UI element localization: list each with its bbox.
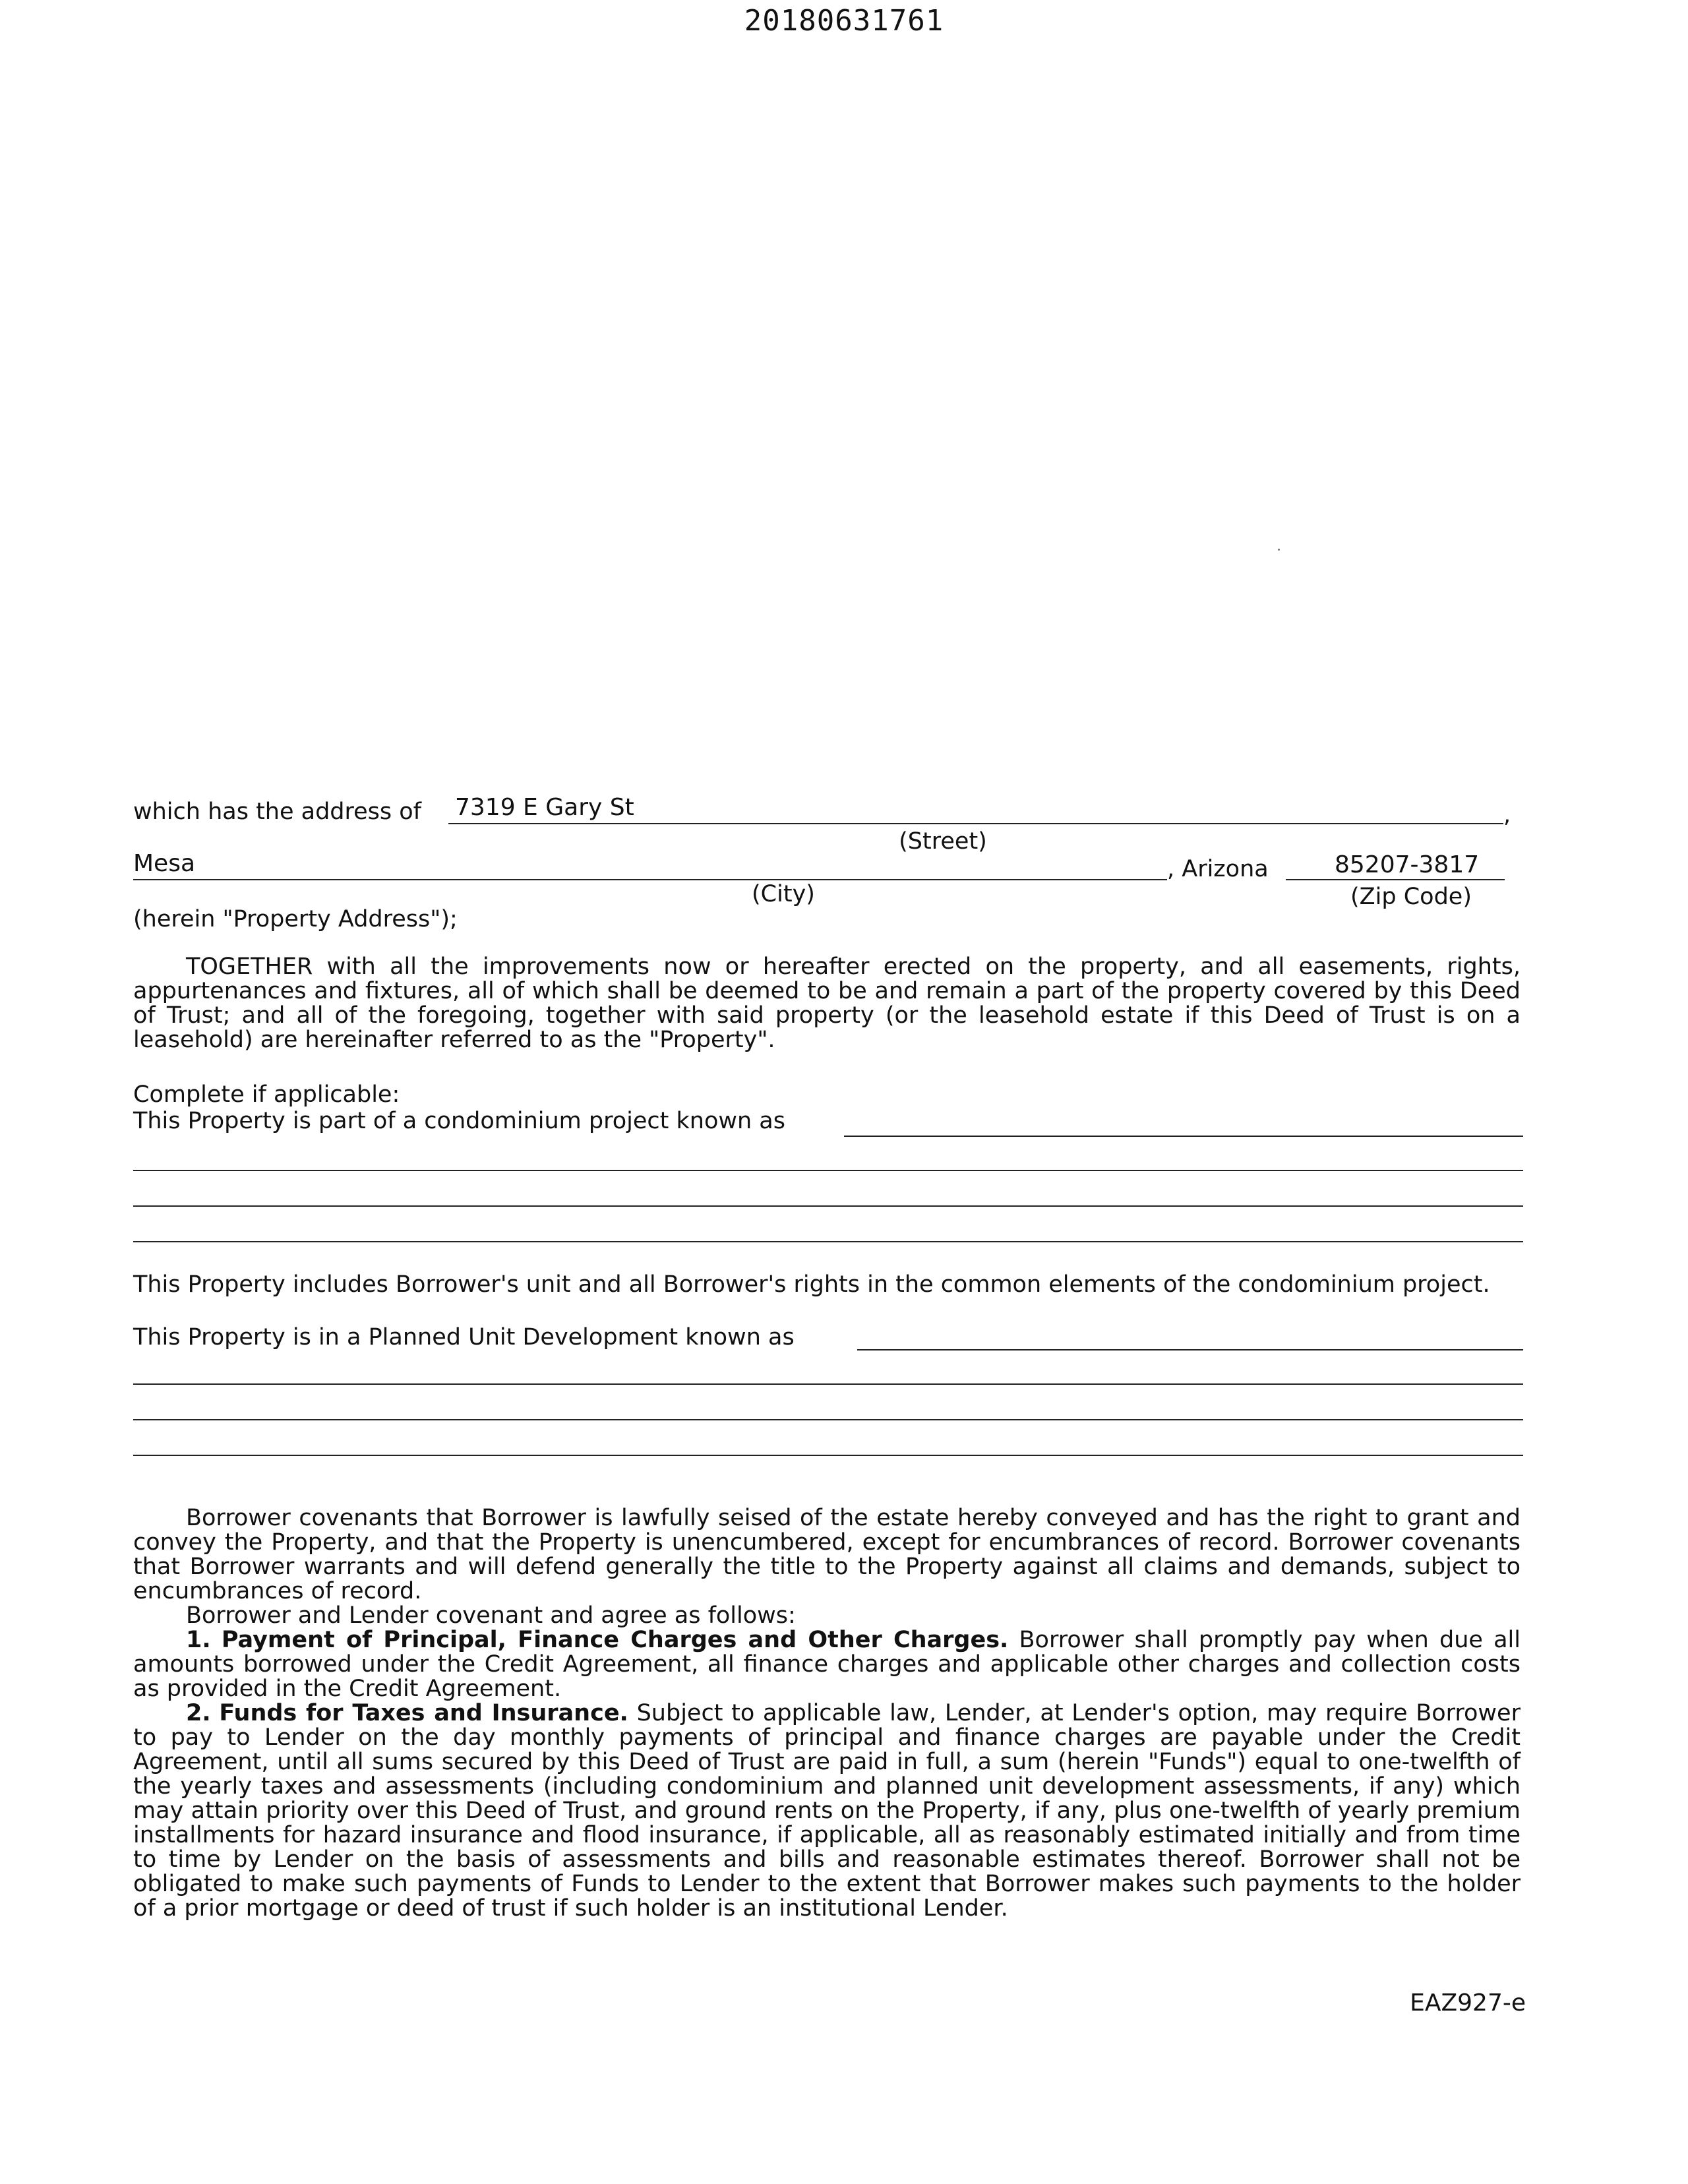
street-caption: (Street)	[899, 828, 987, 855]
pud-name-line-1	[857, 1349, 1523, 1350]
covenant-item-2	[133, 1701, 1521, 1921]
zip-value: 85207-3817	[1335, 851, 1480, 878]
state-text: , Arizona	[1167, 856, 1269, 882]
pud-name-line-4	[133, 1455, 1523, 1456]
condominium-name-line-1	[844, 1136, 1523, 1137]
scan-speck	[1278, 549, 1280, 551]
item2-heading: Funds for Taxes and Insurance.	[219, 1700, 628, 1726]
item1-heading: Payment of Principal, Finance Charges and Other Charges.	[221, 1627, 1009, 1653]
pud-name-line-2	[133, 1383, 1523, 1385]
condominium-project-label: This Property is part of a condominium project known as	[133, 1108, 785, 1134]
complete-if-applicable-label: Complete if applicable:	[133, 1081, 400, 1108]
city-value: Mesa	[133, 850, 196, 877]
herein-property-address: (herein "Property Address");	[133, 906, 458, 932]
item2-text: Subject to applicable law, Lender, at Lender's option, may require Borrower to pay to Lender on the day monthly payments of principal and finance charges are payable under the Credit Agreement, until all sums secured by this Deed of Trust are paid in full, a sum (herein "Funds") equal to one-twelfth of the yearly taxes and assessments (including condominium and planned unit development assessments, if any) which may attain priority over this Deed of Trust, and ground rents on the Property, if any, plus one-twelfth of yearly premium installments for hazard insurance and flood insurance, if applicable, all as reasonably estimated initially and from time to time by Lender on the basis of assessments and bills and reasonable estimates thereof. Borrower shall not be obligated to make such payments of Funds to Lender to the extent that Borrower makes such payments to the holder of a prior mortgage or deed of trust if such holder is an institutional Lender.	[133, 1700, 1521, 1922]
together-paragraph: TOGETHER with all the improvements now or hereafter erected on the property, and all easements, rights, appurtenances and fixtures, all of which shall be deemed to be and remain a part of the property covered by this Deed of Trust; and all of the foregoing, together with said property (or the leasehold estate if this Deed of Trust is on a leasehold) are hereinafter referred to as the "Property".	[133, 954, 1521, 1053]
condominium-name-line-3	[133, 1205, 1523, 1207]
address-lead-label: which has the address of	[133, 799, 422, 825]
street-trailing-comma: ,	[1503, 802, 1511, 828]
condominium-includes-text: This Property includes Borrower's unit and all Borrower's rights in the common elements of the condominium project.	[133, 1271, 1490, 1298]
item2-number: 2.	[186, 1700, 211, 1726]
condominium-name-line-4	[133, 1241, 1523, 1242]
zip-line	[1286, 879, 1505, 880]
pud-name-line-3	[133, 1419, 1523, 1420]
covenant-item-1	[133, 1628, 1521, 1701]
recording-number: 20180631761	[744, 4, 944, 38]
agree-line: Borrower and Lender covenant and agree as follows:	[186, 1602, 796, 1629]
city-line	[133, 879, 1167, 880]
zip-caption: (Zip Code)	[1350, 884, 1472, 910]
pud-label: This Property is in a Planned Unit Development known as	[133, 1324, 795, 1350]
street-value: 7319 E Gary St	[455, 794, 634, 821]
form-code: EAZ927-e	[1410, 1989, 1526, 2017]
city-caption: (City)	[752, 881, 815, 907]
covenants-section	[133, 1506, 1521, 1921]
street-line	[448, 823, 1503, 824]
condominium-name-line-2	[133, 1170, 1523, 1171]
seised-paragraph: Borrower covenants that Borrower is lawfully seised of the estate hereby conveyed and has the right to grant and convey the Property, and that the Property is unencumbered, except for encumbrances of record. Borrower covenants that Borrower warrants and will defend generally the title to the Property against all claims and demands, subject to encumbrances of record.	[133, 1505, 1521, 1604]
item1-text: Borrower shall promptly pay when due all amounts borrowed under the Credit Agreement, all finance charges and applicable other charges and collection costs as provided in the Credit Agreement.	[133, 1627, 1521, 1702]
item1-number: 1.	[186, 1627, 211, 1653]
